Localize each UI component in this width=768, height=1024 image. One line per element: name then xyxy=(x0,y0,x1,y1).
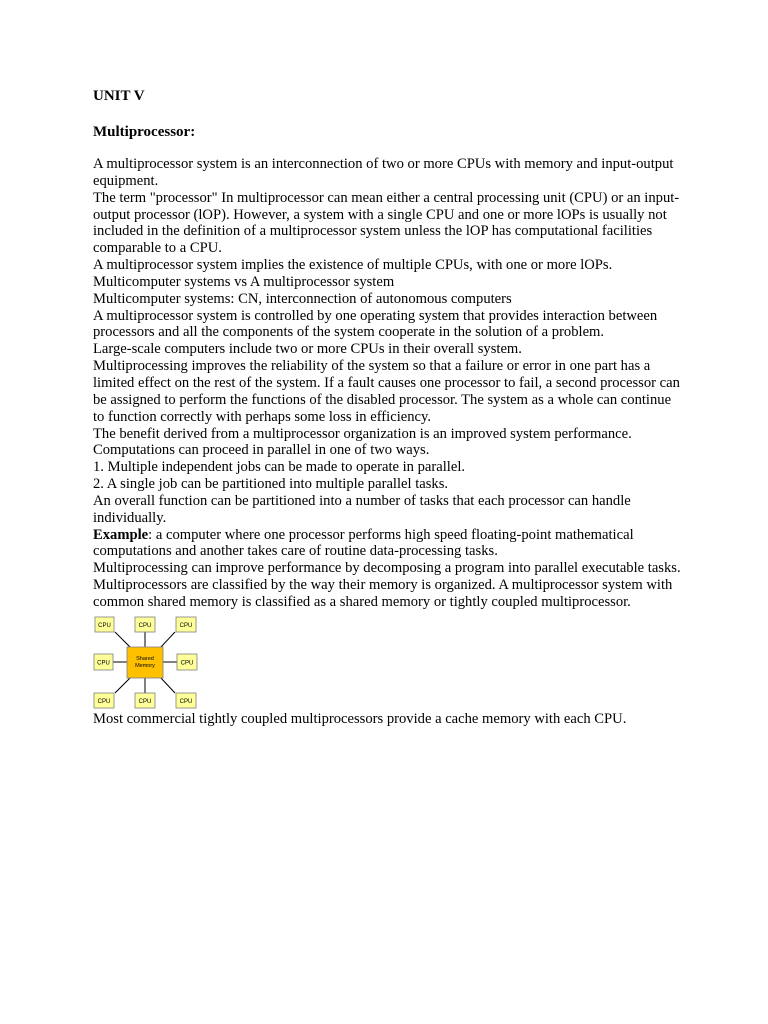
shared-memory-label: Shared xyxy=(136,655,154,662)
example-paragraph xyxy=(93,527,683,561)
unit-title: UNIT V xyxy=(93,88,145,104)
cpu-label: CPU xyxy=(138,698,152,705)
shared-memory-diagram xyxy=(93,615,203,711)
section-title: Multiprocessor: xyxy=(93,124,196,140)
paragraph: Multiprocessing improves the reliability of the system so that a failure or error in one part has a limited effect on the rest of the system. If a fault causes one processor to fail, a second processor can be assigned to perform the functions of the disabled processor. The system as a whole can continue to function correctly with perhaps some loss in efficiency. xyxy=(93,358,680,425)
shared-memory-label: Memory xyxy=(135,662,155,669)
shared-memory-labels xyxy=(135,656,155,669)
paragraph: The benefit derived from a multiprocessor organization is an improved system performance. xyxy=(93,425,632,442)
cpu-label: CPU xyxy=(180,660,194,667)
cpu-label: CPU xyxy=(98,622,111,629)
paragraph: An overall function can be partitioned into a number of tasks that each processor can handle individually. xyxy=(93,492,631,526)
paragraph: Multiprocessing can improve performance by decomposing a program into parallel executable tasks. xyxy=(93,560,681,577)
shared-memory-diagram-svg xyxy=(93,615,203,711)
list-item: 1. Multiple independent jobs can be made to operate in parallel. xyxy=(93,459,466,476)
paragraph: Multicomputer systems: CN, interconnection of autonomous computers xyxy=(93,290,512,307)
paragraph: A multiprocessor system implies the existence of multiple CPUs, with one or more lOPs. xyxy=(93,257,613,274)
cpu-label: CPU xyxy=(97,660,110,667)
paragraph: Multiprocessors are classified by the way their memory is organized. A multiprocessor system with common shared memory is classified as a shared memory or tightly coupled multiprocessor. xyxy=(93,577,673,610)
list-item: 2. A single job can be partitioned into multiple parallel tasks. xyxy=(93,476,449,493)
paragraph: The term "processor" In multiprocessor can mean either a central processing unit (CPU) or an input-output processor (lOP). However, a system with a single CPU and one or more lOPs is usually not included in the definition of a multiprocessor system unless the lOP has computational facilities comparable to a CPU. xyxy=(93,189,680,257)
cpu-label: CPU xyxy=(179,698,193,705)
connector-line xyxy=(115,632,131,648)
connector-line xyxy=(160,632,175,648)
example-label: Example xyxy=(93,526,149,543)
example-text: : a computer where one processor performs high speed floating-point mathematical computations and another takes care of routine data-processing tasks. xyxy=(93,526,634,560)
paragraph: Multicomputer systems vs A multiprocessor system xyxy=(93,273,395,290)
paragraph: A multiprocessor system is controlled by one operating system that provides interaction between processors and all the components of the system cooperate in the solution of a problem. xyxy=(93,307,658,341)
paragraph: A multiprocessor system is an interconnection of two or more CPUs with memory and input-output equipment. xyxy=(93,156,674,189)
paragraph: Computations can proceed in parallel in one of two ways. xyxy=(93,442,430,459)
connector-line xyxy=(115,677,131,693)
closing-paragraph: Most commercial tightly coupled multiprocessors provide a cache memory with each CPU. xyxy=(93,710,627,727)
cpu-label: CPU xyxy=(179,622,193,629)
body-text xyxy=(93,156,683,611)
cpu-label: CPU xyxy=(97,698,111,705)
paragraph: Large-scale computers include two or more CPUs in their overall system. xyxy=(93,341,522,358)
document-page xyxy=(93,86,683,728)
connector-line xyxy=(160,677,175,693)
cpu-label: CPU xyxy=(138,622,152,629)
